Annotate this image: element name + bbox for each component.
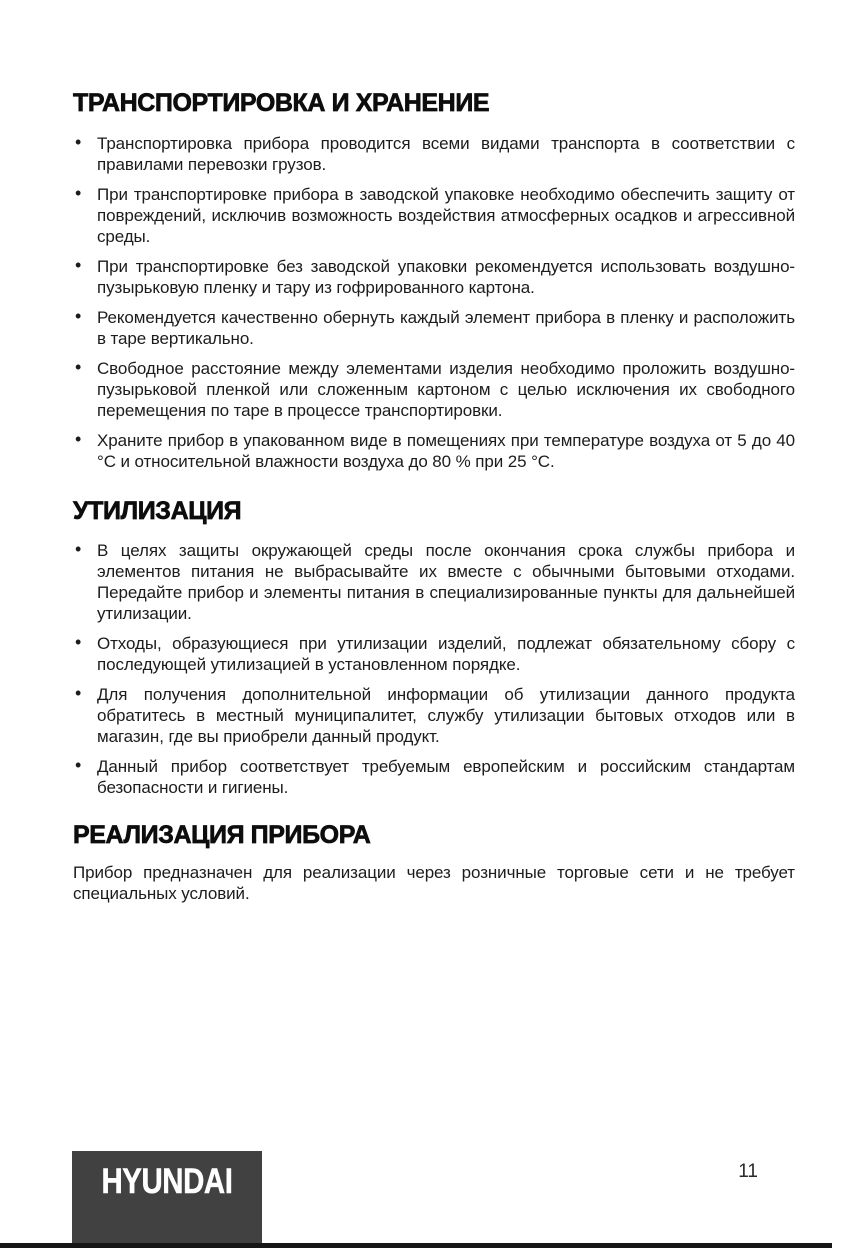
footer-bar <box>0 1243 832 1248</box>
list-item <box>73 540 795 624</box>
list-item-text: Данный прибор соответствует требуемым европейским и российским стандартам безопасности и гигиены. <box>97 757 795 797</box>
list-item <box>73 256 795 298</box>
sale-paragraph: Прибор предназначен для реализации через розничные торговые сети и не требует специальных условий. <box>73 862 795 903</box>
list-item <box>73 184 795 247</box>
list-item <box>73 430 795 472</box>
list-item-text: Транспортировка прибора проводится всеми видами транспорта в соответствии с правилами перевозки грузов. <box>97 133 795 174</box>
list-item <box>73 756 795 798</box>
bullet-icon: • <box>75 428 82 449</box>
list-item-text: Свободное расстояние между элементами изделия необходимо проложить воздушно-пузырьковой пленкой или сложенным картоном с целью исключения их свободного перемещения по таре в процессе транспортировки. <box>97 358 795 420</box>
list-item <box>73 133 795 175</box>
section-heading-disposal: УТИЛИЗАЦИЯ <box>73 496 242 525</box>
manual-page-content <box>73 90 795 904</box>
list-item-text: Отходы, образующиеся при утилизации изделий, подлежат обязательному сбору с последующей утилизацией в установленном порядке. <box>97 634 795 674</box>
bullet-icon: • <box>75 254 82 275</box>
list-item <box>73 633 795 675</box>
list-item-text: Храните прибор в упакованном виде в помещениях при температуре воздуха от 5 до 40 °С и относительной влажности воздуха до 80 % при 25 °С. <box>97 430 795 471</box>
list-item-text: В целях защиты окружающей среды после окончания срока службы прибора и элементов питания не выбрасывайте их вместе с обычными бытовыми отходами. Передайте прибор и элементы питания в специализированные пункты для дальнейшей утилизации. <box>97 541 795 623</box>
list-item-text: При транспортировке прибора в заводской упаковке необходимо обеспечить защиту от повреждений, исключив возможность воздействия атмосферных осадков и агрессивной среды. <box>97 184 795 246</box>
section-sale <box>73 822 795 904</box>
section-disposal <box>73 498 795 799</box>
bullet-icon: • <box>75 131 82 152</box>
list-item <box>73 358 795 421</box>
list-item-text: Рекомендуется качественно обернуть каждый элемент прибора в пленку и расположить в таре вертикально. <box>97 307 795 348</box>
hyundai-logo-text: HYUNDAI <box>101 1162 233 1201</box>
bullet-icon: • <box>75 182 82 203</box>
list-item-text: При транспортировке без заводской упаковки рекомендуется использовать воздушно-пузырьковую пленку и тару из гофрированного картона. <box>97 256 795 297</box>
bullet-icon: • <box>75 755 82 775</box>
section-heading-transport: ТРАНСПОРТИРОВКА И ХРАНЕНИЕ <box>73 89 490 117</box>
bullet-icon: • <box>75 632 82 652</box>
bullet-icon: • <box>75 683 82 703</box>
bullet-list-transport <box>73 133 795 472</box>
section-transport-storage <box>73 90 795 472</box>
bullet-icon: • <box>75 356 82 377</box>
list-item <box>73 684 795 747</box>
bullet-list-disposal <box>73 540 795 798</box>
hyundai-logo <box>72 1151 262 1248</box>
list-item <box>73 307 795 349</box>
bullet-icon: • <box>75 539 82 559</box>
page-number: 11 <box>738 1161 758 1182</box>
section-heading-sale: РЕАЛИЗАЦИЯ ПРИБОРА <box>73 821 371 849</box>
bullet-icon: • <box>75 305 82 326</box>
list-item-text: Для получения дополнительной информации об утилизации данного продукта обратитесь в местный муниципалитет, службу утилизации бытовых отходов или в магазин, где вы приобрели данный продукт. <box>97 685 795 746</box>
